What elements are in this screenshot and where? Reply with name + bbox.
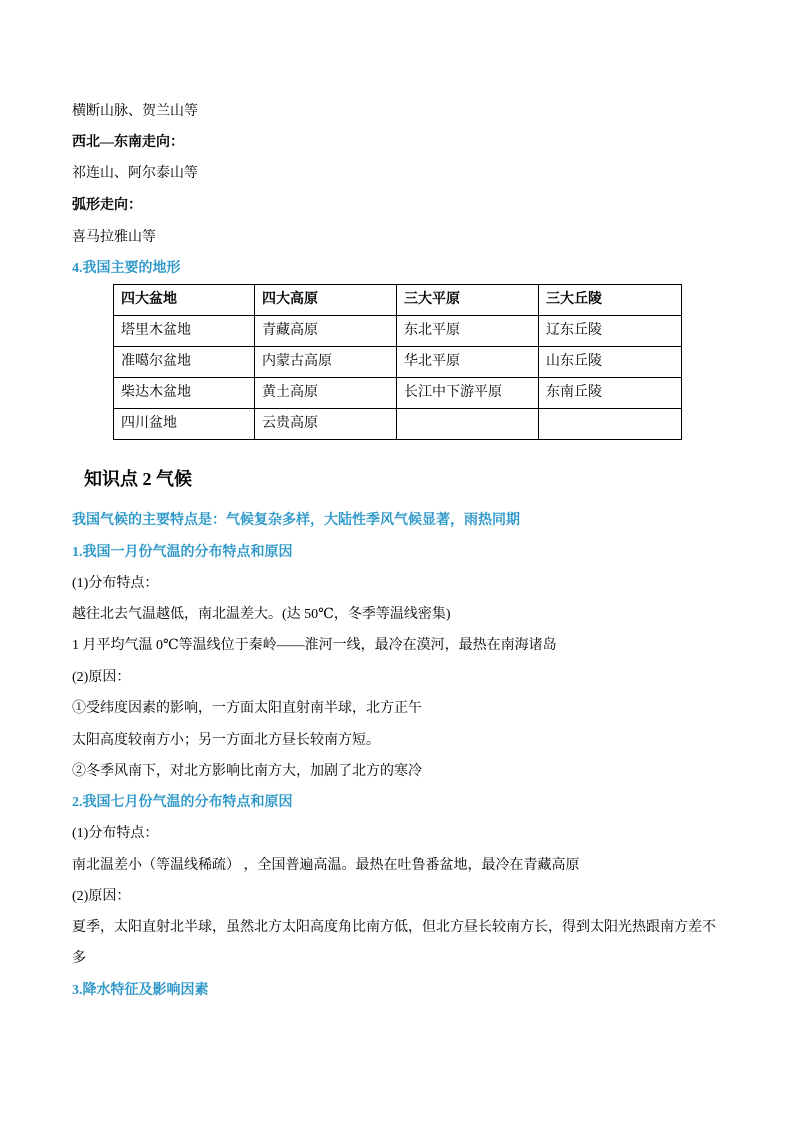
july-heading: 2.我国七月份气温的分布特点和原因 <box>72 795 293 810</box>
july-reason-line: 多 <box>72 951 86 966</box>
table-row <box>114 347 682 378</box>
january-feature-line: 1 月平均气温 0℃等温线位于秦岭——淮河一线，最冷在漠河，最热在南海诸岛 <box>72 638 557 653</box>
table-cell: 塔里木盆地 <box>114 316 255 347</box>
july-features-label: (1)分布特点： <box>72 826 159 841</box>
table-row <box>114 409 682 440</box>
july-reasons-label: (2)原因： <box>72 889 131 904</box>
table-cell: 黄土高原 <box>255 378 397 409</box>
precipitation-heading: 3.降水特征及影响因素 <box>72 983 209 998</box>
main-landforms-heading: 4.我国主要的地形 <box>72 261 181 276</box>
table-header-cell: 四大高原 <box>255 285 397 316</box>
table-cell: 华北平原 <box>397 347 539 378</box>
january-heading: 1.我国一月份气温的分布特点和原因 <box>72 545 293 560</box>
table-cell <box>397 409 539 440</box>
table-header-cell: 三大平原 <box>397 285 539 316</box>
table-header-cell: 三大丘陵 <box>539 285 682 316</box>
table-cell: 内蒙古高原 <box>255 347 397 378</box>
climate-summary: 我国气候的主要特点是：气候复杂多样，大陆性季风气候显著，雨热同期 <box>72 513 520 528</box>
nw-se-ranges-examples: 祁连山、阿尔泰山等 <box>72 166 198 181</box>
table-cell: 青藏高原 <box>255 316 397 347</box>
knowledge-point-title: 知识点 2 气候 <box>84 469 192 489</box>
table-cell: 云贵高原 <box>255 409 397 440</box>
table-header-cell: 四大盆地 <box>114 285 255 316</box>
table-header-row <box>114 285 682 316</box>
table-cell <box>539 409 682 440</box>
table-cell: 准噶尔盆地 <box>114 347 255 378</box>
landforms-table <box>113 284 682 440</box>
january-feature-line: 越往北去气温越低，南北温差大。(达 50℃，冬季等温线密集) <box>72 607 451 622</box>
arc-ranges-examples: 喜马拉雅山等 <box>72 230 156 245</box>
table-cell: 长江中下游平原 <box>397 378 539 409</box>
january-features-label: (1)分布特点： <box>72 576 159 591</box>
table-row <box>114 378 682 409</box>
table-cell: 东北平原 <box>397 316 539 347</box>
july-reason-line: 夏季，太阳直射北半球，虽然北方太阳高度角比南方低，但北方昼长较南方长，得到太阳光热跟南方差不 <box>72 920 716 935</box>
table-cell: 辽东丘陵 <box>539 316 682 347</box>
january-reasons-label: (2)原因： <box>72 670 131 685</box>
table-row <box>114 316 682 347</box>
january-reason-line: ①受纬度因素的影响，一方面太阳直射南半球，北方正午 <box>72 701 422 716</box>
july-feature-line: 南北温差小（等温线稀疏） ，全国普遍高温。最热在吐鲁番盆地，最冷在青藏高原 <box>72 858 580 873</box>
arc-ranges-label: 弧形走向： <box>72 198 142 213</box>
table-cell: 山东丘陵 <box>539 347 682 378</box>
table-cell: 四川盆地 <box>114 409 255 440</box>
table-cell: 东南丘陵 <box>539 378 682 409</box>
january-reason-line: ②冬季风南下，对北方影响比南方大，加剧了北方的寒冷 <box>72 764 422 779</box>
ns-ranges-examples: 横断山脉、贺兰山等 <box>72 104 198 119</box>
january-reason-line: 太阳高度较南方小；另一方面北方昼长较南方短。 <box>72 733 380 748</box>
table-cell: 柴达木盆地 <box>114 378 255 409</box>
nw-se-ranges-label: 西北—东南走向： <box>72 135 184 150</box>
